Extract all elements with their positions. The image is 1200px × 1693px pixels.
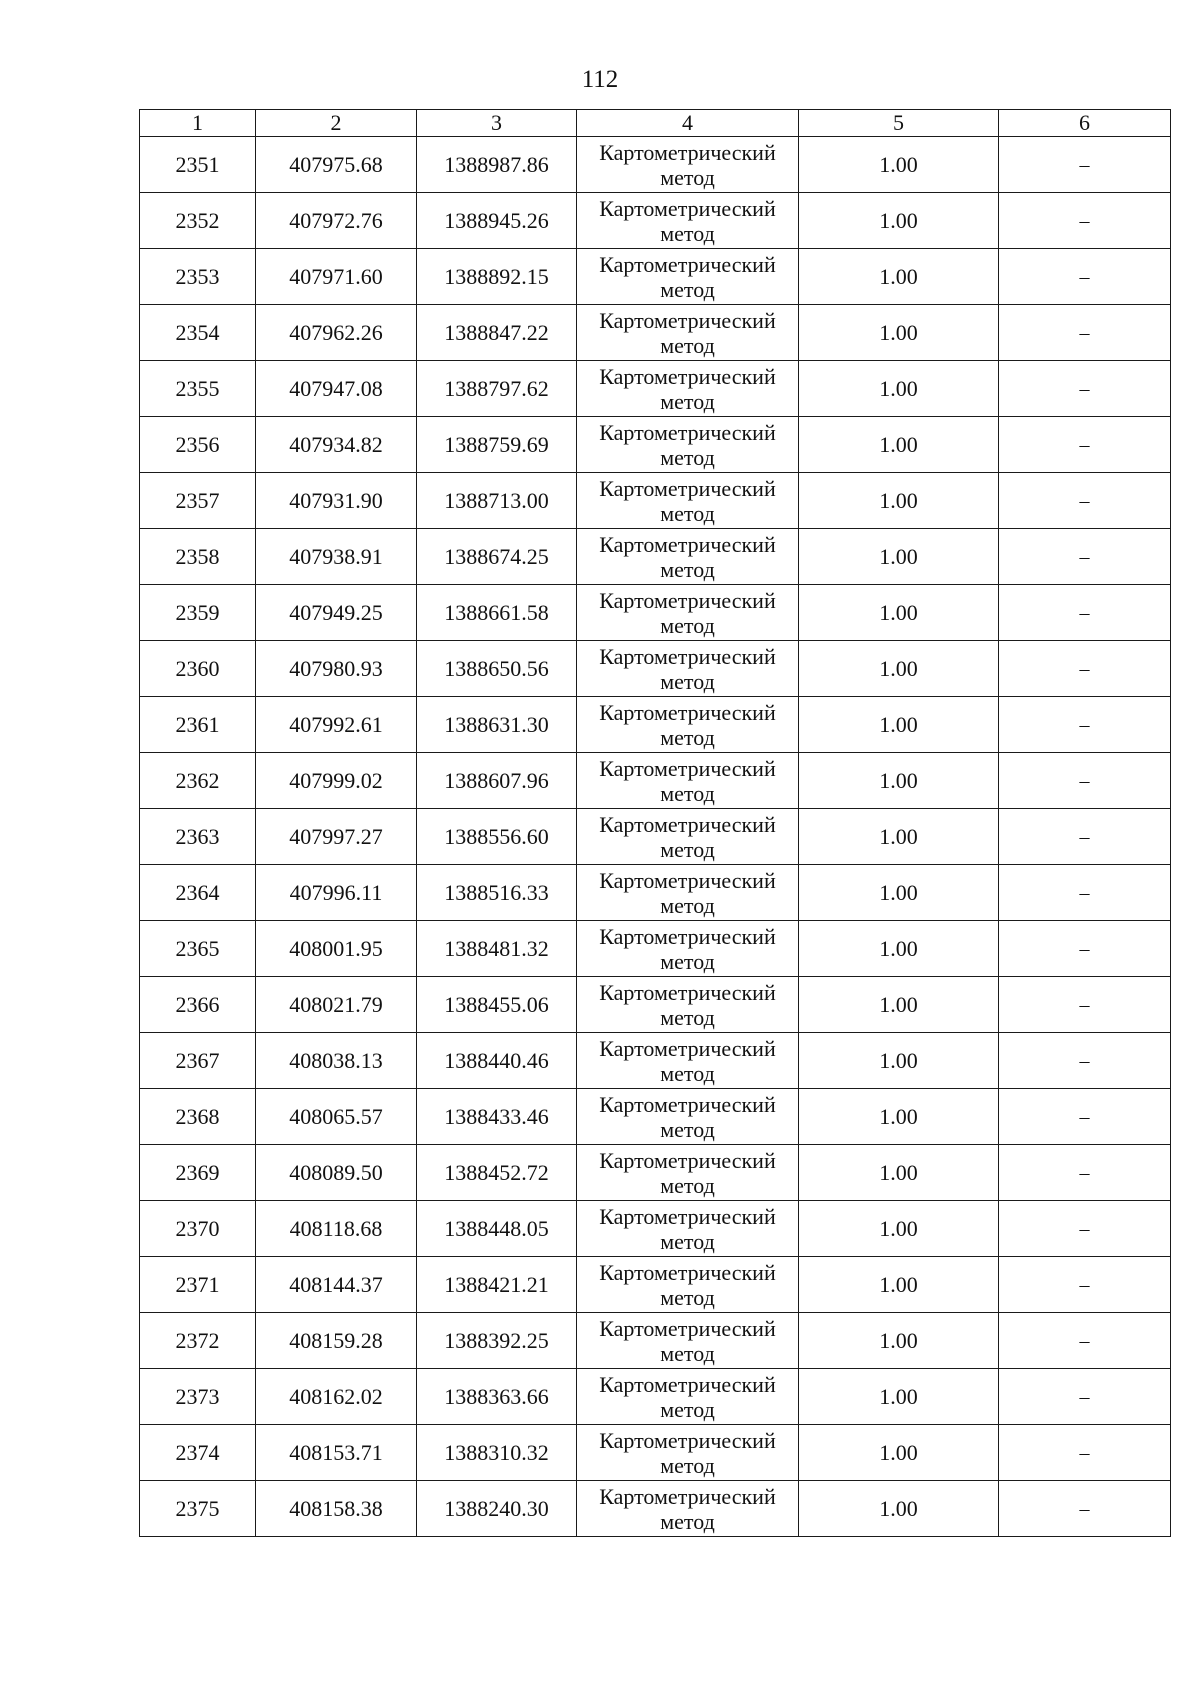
note-cell: – [999,1481,1171,1537]
method-line-1: Картометрический [599,1427,776,1453]
method-line-1: Картометрический [599,307,776,333]
point-number-cell: 2355 [140,361,256,417]
method-cell [577,417,799,473]
note-cell: – [999,1145,1171,1201]
accuracy-cell: 1.00 [799,753,999,809]
method-line-1: Картометрический [599,419,776,445]
accuracy-cell: 1.00 [799,1313,999,1369]
accuracy-cell: 1.00 [799,1201,999,1257]
note-cell: – [999,249,1171,305]
note-cell: – [999,1369,1171,1425]
y-coordinate-cell: 1388892.15 [417,249,577,305]
accuracy-cell: 1.00 [799,921,999,977]
table-row [140,1369,1171,1425]
y-coordinate-cell: 1388674.25 [417,529,577,585]
method-cell [577,529,799,585]
method-line-2: метод [660,1340,715,1366]
method-line-2: метод [660,220,715,246]
note-cell: – [999,305,1171,361]
point-number-cell: 2372 [140,1313,256,1369]
method-cell [577,1145,799,1201]
note-cell: – [999,1089,1171,1145]
table-row [140,249,1171,305]
accuracy-cell: 1.00 [799,1033,999,1089]
note-cell: – [999,529,1171,585]
method-line-2: метод [660,276,715,302]
note-cell: – [999,585,1171,641]
x-coordinate-cell: 407992.61 [256,697,417,753]
method-cell [577,1257,799,1313]
accuracy-cell: 1.00 [799,585,999,641]
x-coordinate-cell: 407949.25 [256,585,417,641]
y-coordinate-cell: 1388650.56 [417,641,577,697]
note-cell: – [999,1257,1171,1313]
note-cell: – [999,473,1171,529]
point-number-cell: 2362 [140,753,256,809]
note-cell: – [999,1033,1171,1089]
accuracy-cell: 1.00 [799,1257,999,1313]
method-line-2: метод [660,892,715,918]
y-coordinate-cell: 1388392.25 [417,1313,577,1369]
table-row [140,361,1171,417]
method-line-2: метод [660,332,715,358]
y-coordinate-cell: 1388847.22 [417,305,577,361]
method-cell [577,1089,799,1145]
table-row [140,697,1171,753]
header-col-1: 1 [140,110,256,137]
point-number-cell: 2373 [140,1369,256,1425]
table-row [140,1425,1171,1481]
point-number-cell: 2369 [140,1145,256,1201]
accuracy-cell: 1.00 [799,305,999,361]
note-cell: – [999,417,1171,473]
method-cell [577,585,799,641]
note-cell: – [999,1313,1171,1369]
table-row [140,529,1171,585]
point-number-cell: 2358 [140,529,256,585]
method-line-2: метод [660,780,715,806]
method-line-1: Картометрический [599,1147,776,1173]
y-coordinate-cell: 1388556.60 [417,809,577,865]
x-coordinate-cell: 407971.60 [256,249,417,305]
method-line-1: Картометрический [599,363,776,389]
note-cell: – [999,753,1171,809]
table-row [140,193,1171,249]
table-row [140,921,1171,977]
point-number-cell: 2374 [140,1425,256,1481]
x-coordinate-cell: 407972.76 [256,193,417,249]
method-cell [577,305,799,361]
method-line-2: метод [660,1508,715,1534]
coordinates-table [139,109,1171,1537]
table-row [140,417,1171,473]
x-coordinate-cell: 407997.27 [256,809,417,865]
method-line-1: Картометрический [599,1035,776,1061]
x-coordinate-cell: 407999.02 [256,753,417,809]
y-coordinate-cell: 1388481.32 [417,921,577,977]
method-line-1: Картометрический [599,531,776,557]
x-coordinate-cell: 408038.13 [256,1033,417,1089]
note-cell: – [999,361,1171,417]
point-number-cell: 2365 [140,921,256,977]
method-cell [577,1425,799,1481]
note-cell: – [999,1201,1171,1257]
point-number-cell: 2356 [140,417,256,473]
accuracy-cell: 1.00 [799,193,999,249]
method-cell [577,753,799,809]
method-line-2: метод [660,1284,715,1310]
accuracy-cell: 1.00 [799,361,999,417]
table-row [140,1481,1171,1537]
x-coordinate-cell: 408065.57 [256,1089,417,1145]
x-coordinate-cell: 408159.28 [256,1313,417,1369]
method-line-2: метод [660,668,715,694]
method-line-1: Картометрический [599,251,776,277]
y-coordinate-cell: 1388421.21 [417,1257,577,1313]
table-row [140,641,1171,697]
table-row [140,1201,1171,1257]
x-coordinate-cell: 407947.08 [256,361,417,417]
note-cell: – [999,977,1171,1033]
point-number-cell: 2353 [140,249,256,305]
note-cell: – [999,641,1171,697]
note-cell: – [999,809,1171,865]
y-coordinate-cell: 1388240.30 [417,1481,577,1537]
point-number-cell: 2367 [140,1033,256,1089]
y-coordinate-cell: 1388440.46 [417,1033,577,1089]
x-coordinate-cell: 408144.37 [256,1257,417,1313]
method-line-1: Картометрический [599,139,776,165]
header-col-4: 4 [577,110,799,137]
accuracy-cell: 1.00 [799,865,999,921]
page-number: 112 [581,66,619,93]
point-number-cell: 2368 [140,1089,256,1145]
method-line-1: Картометрический [599,867,776,893]
y-coordinate-cell: 1388797.62 [417,361,577,417]
accuracy-cell: 1.00 [799,249,999,305]
y-coordinate-cell: 1388516.33 [417,865,577,921]
accuracy-cell: 1.00 [799,809,999,865]
accuracy-cell: 1.00 [799,473,999,529]
point-number-cell: 2357 [140,473,256,529]
note-cell: – [999,137,1171,193]
method-line-2: метод [660,500,715,526]
method-line-1: Картометрический [599,1203,776,1229]
accuracy-cell: 1.00 [799,137,999,193]
method-cell [577,249,799,305]
method-line-2: метод [660,1060,715,1086]
method-cell [577,1369,799,1425]
method-line-2: метод [660,1452,715,1478]
method-cell [577,1033,799,1089]
x-coordinate-cell: 407980.93 [256,641,417,697]
y-coordinate-cell: 1388310.32 [417,1425,577,1481]
accuracy-cell: 1.00 [799,1145,999,1201]
x-coordinate-cell: 407996.11 [256,865,417,921]
method-line-2: метод [660,724,715,750]
point-number-cell: 2364 [140,865,256,921]
point-number-cell: 2370 [140,1201,256,1257]
method-line-2: метод [660,164,715,190]
table-row [140,809,1171,865]
method-line-1: Картометрический [599,923,776,949]
x-coordinate-cell: 408153.71 [256,1425,417,1481]
method-cell [577,1481,799,1537]
method-line-2: метод [660,1116,715,1142]
accuracy-cell: 1.00 [799,697,999,753]
method-line-2: метод [660,612,715,638]
method-line-1: Картометрический [599,643,776,669]
accuracy-cell: 1.00 [799,641,999,697]
method-cell [577,137,799,193]
method-cell [577,697,799,753]
table-row [140,1313,1171,1369]
method-cell [577,193,799,249]
accuracy-cell: 1.00 [799,1481,999,1537]
method-line-1: Картометрический [599,1371,776,1397]
point-number-cell: 2359 [140,585,256,641]
table-row [140,473,1171,529]
header-col-6: 6 [999,110,1171,137]
table-row [140,753,1171,809]
table-row [140,977,1171,1033]
method-line-2: метод [660,388,715,414]
method-line-1: Картометрический [599,1091,776,1117]
y-coordinate-cell: 1388759.69 [417,417,577,473]
method-line-1: Картометрический [599,195,776,221]
method-line-2: метод [660,1228,715,1254]
y-coordinate-cell: 1388607.96 [417,753,577,809]
table-row [140,1257,1171,1313]
accuracy-cell: 1.00 [799,529,999,585]
table-header [140,110,1171,137]
method-cell [577,921,799,977]
table-row [140,1145,1171,1201]
method-line-2: метод [660,948,715,974]
method-line-2: метод [660,1172,715,1198]
x-coordinate-cell: 407962.26 [256,305,417,361]
note-cell: – [999,1425,1171,1481]
table-row [140,305,1171,361]
method-cell [577,809,799,865]
x-coordinate-cell: 408162.02 [256,1369,417,1425]
header-col-3: 3 [417,110,577,137]
y-coordinate-cell: 1388945.26 [417,193,577,249]
method-cell [577,361,799,417]
method-line-1: Картометрический [599,699,776,725]
point-number-cell: 2360 [140,641,256,697]
method-line-2: метод [660,1396,715,1422]
y-coordinate-cell: 1388452.72 [417,1145,577,1201]
method-line-1: Картометрический [599,1483,776,1509]
method-line-1: Картометрический [599,979,776,1005]
point-number-cell: 2366 [140,977,256,1033]
note-cell: – [999,697,1171,753]
x-coordinate-cell: 408021.79 [256,977,417,1033]
method-cell [577,865,799,921]
point-number-cell: 2361 [140,697,256,753]
method-line-1: Картометрический [599,1259,776,1285]
method-line-1: Картометрический [599,475,776,501]
method-line-1: Картометрический [599,587,776,613]
note-cell: – [999,193,1171,249]
method-cell [577,977,799,1033]
method-cell [577,473,799,529]
method-line-2: метод [660,556,715,582]
x-coordinate-cell: 407934.82 [256,417,417,473]
y-coordinate-cell: 1388363.66 [417,1369,577,1425]
method-cell [577,1313,799,1369]
method-line-1: Картометрический [599,1315,776,1341]
y-coordinate-cell: 1388455.06 [417,977,577,1033]
x-coordinate-cell: 408118.68 [256,1201,417,1257]
x-coordinate-cell: 407938.91 [256,529,417,585]
x-coordinate-cell: 408158.38 [256,1481,417,1537]
table-row [140,137,1171,193]
x-coordinate-cell: 407931.90 [256,473,417,529]
y-coordinate-cell: 1388448.05 [417,1201,577,1257]
table-row [140,585,1171,641]
accuracy-cell: 1.00 [799,1089,999,1145]
x-coordinate-cell: 408089.50 [256,1145,417,1201]
table-row [140,1089,1171,1145]
point-number-cell: 2354 [140,305,256,361]
accuracy-cell: 1.00 [799,417,999,473]
method-cell [577,1201,799,1257]
accuracy-cell: 1.00 [799,1425,999,1481]
x-coordinate-cell: 407975.68 [256,137,417,193]
table-body [140,137,1171,1537]
method-line-2: метод [660,444,715,470]
point-number-cell: 2352 [140,193,256,249]
method-line-2: метод [660,1004,715,1030]
point-number-cell: 2371 [140,1257,256,1313]
y-coordinate-cell: 1388631.30 [417,697,577,753]
y-coordinate-cell: 1388987.86 [417,137,577,193]
point-number-cell: 2363 [140,809,256,865]
accuracy-cell: 1.00 [799,977,999,1033]
method-line-1: Картометрический [599,755,776,781]
header-col-5: 5 [799,110,999,137]
point-number-cell: 2351 [140,137,256,193]
accuracy-cell: 1.00 [799,1369,999,1425]
y-coordinate-cell: 1388713.00 [417,473,577,529]
header-col-2: 2 [256,110,417,137]
method-line-2: метод [660,836,715,862]
table-row [140,1033,1171,1089]
note-cell: – [999,865,1171,921]
header-row [140,110,1171,137]
y-coordinate-cell: 1388661.58 [417,585,577,641]
table-row [140,865,1171,921]
method-cell [577,641,799,697]
x-coordinate-cell: 408001.95 [256,921,417,977]
point-number-cell: 2375 [140,1481,256,1537]
note-cell: – [999,921,1171,977]
y-coordinate-cell: 1388433.46 [417,1089,577,1145]
method-line-1: Картометрический [599,811,776,837]
